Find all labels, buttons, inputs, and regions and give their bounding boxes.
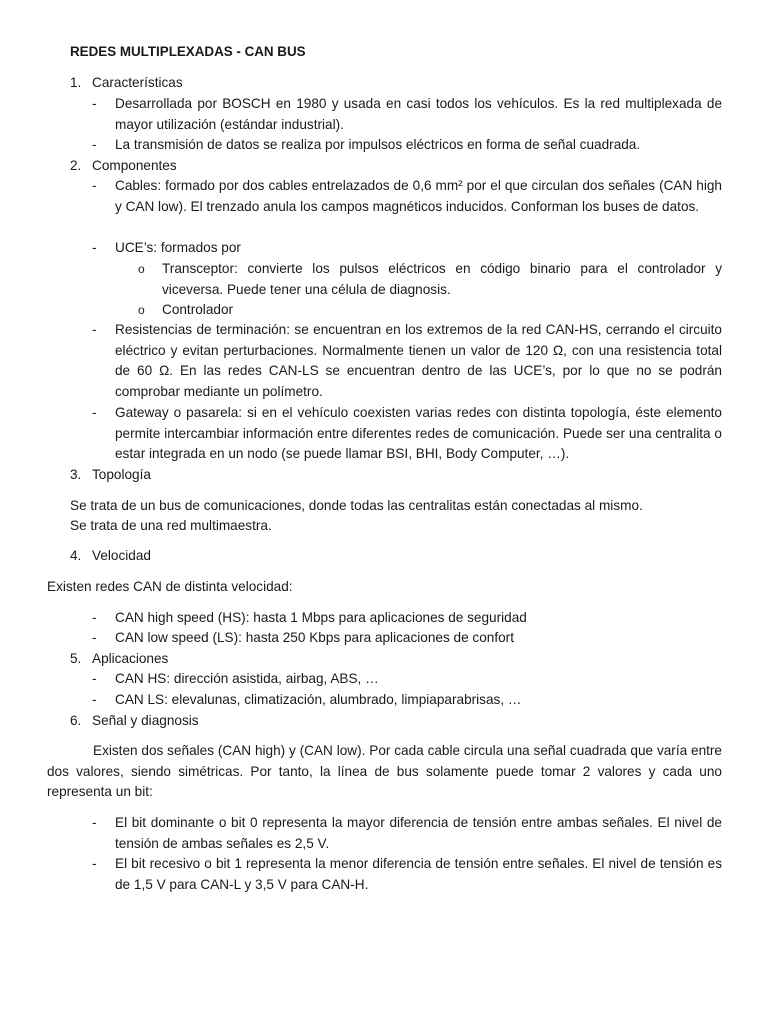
list-item: - CAN HS: dirección asistida, airbag, ABS, … [92,671,379,686]
section-3-heading: 3. Topología [70,467,151,482]
list-item: - El bit recesivo o bit 1 representa la menor diferencia de tensión entre señales. El nivel de tensión es de 1,5 V para CAN-L y 3,5 V para CAN-H. [92,856,722,892]
list-item: - Gateway o pasarela: si en el vehículo coexisten varias redes con distinta topología, éste elemento permite intercambiar información entre diferentes redes de comunicación. Puede ser una centralita o estar integrada en un nodo (se puede llamar BSI, BHI, Body Computer, …). [92,405,722,462]
paragraph: Existen redes CAN de distinta velocidad: [47,579,293,594]
section-6-heading: 6. Señal y diagnosis [70,713,199,728]
document-title: REDES MULTIPLEXADAS - CAN BUS [70,44,306,59]
list-item: - CAN LS: elevalunas, climatización, alumbrado, limpiaparabrisas, … [92,692,522,707]
section-5-heading: 5. Aplicaciones [70,651,169,666]
list-item: - Desarrollada por BOSCH en 1980 y usada en casi todos los vehículos. Es la red multiplexada de mayor utilización (estándar industrial). [92,96,722,132]
list-item: - UCE’s: formados por [92,240,241,255]
list-item: - CAN high speed (HS): hasta 1 Mbps para aplicaciones de seguridad [92,610,527,625]
paragraph: Existen dos señales (CAN high) y (CAN low). Por cada cable circula una señal cuadrada que varía entre dos valores, siendo simétricas. Por tanto, la línea de bus solamente puede tomar 2 valores y cada uno representa un bit: [47,743,722,800]
section-2-heading: 2. Componentes [70,158,177,173]
section-1-heading: 1. Características [70,75,183,90]
sub-list-item: o Controlador [138,302,234,317]
sub-list-item: o Transceptor: convierte los pulsos eléctricos en código binario para el controlador y viceversa. Puede tener una célula de diagnosis. [138,261,722,297]
list-item: - Cables: formado por dos cables entrelazados de 0,6 mm² por el que circulan dos señales (CAN high y CAN low). El trenzado anula los campos magnéticos inducidos. Conforman los buses de datos. [92,178,722,214]
list-item: - La transmisión de datos se realiza por impulsos eléctricos en forma de señal cuadrada. [92,137,641,152]
section-4-heading: 4. Velocidad [70,548,151,563]
paragraph: Se trata de una red multimaestra. [70,518,272,533]
paragraph: Se trata de un bus de comunicaciones, donde todas las centralitas están conectadas al mismo. [70,498,643,513]
list-item: - Resistencias de terminación: se encuentran en los extremos de la red CAN-HS, cerrando el circuito eléctrico y evitan perturbaciones. Normalmente tienen un valor de 120 Ω, con una resistencia total de 60 Ω. En las redes CAN-LS se encuentran dentro de las UCE’s, por lo que no se podrán comprobar mediante un polímetro. [92,322,722,399]
list-item: - El bit dominante o bit 0 representa la mayor diferencia de tensión entre ambas señales. El nivel de tensión de ambas señales es 2,5 V. [92,815,722,851]
list-item: - CAN low speed (LS): hasta 250 Kbps para aplicaciones de confort [92,630,514,645]
